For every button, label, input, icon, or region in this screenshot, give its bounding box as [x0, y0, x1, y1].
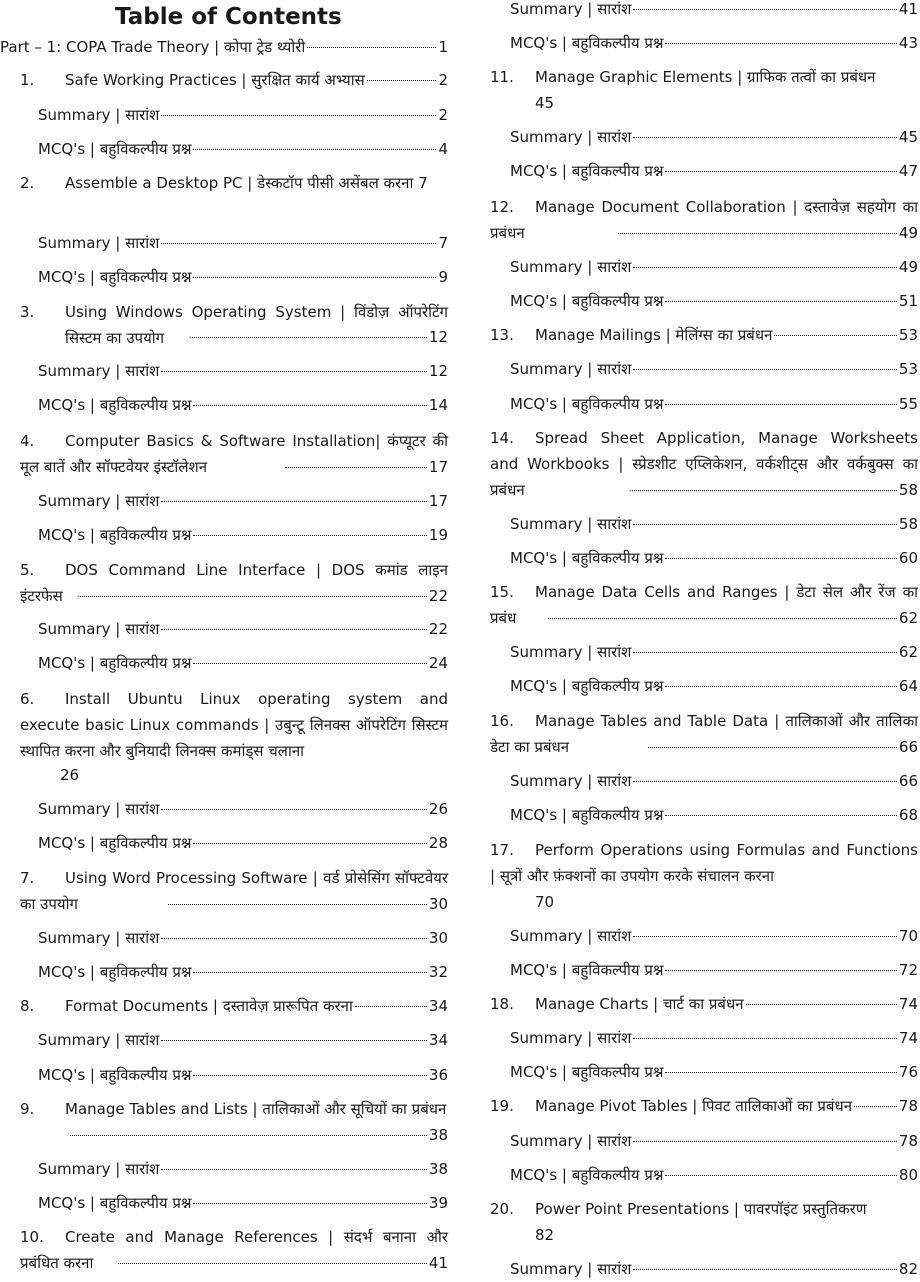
leader-dots: [665, 970, 896, 971]
summary-label: Summary | सारांश: [510, 1132, 632, 1150]
page-number: 38: [428, 1160, 448, 1178]
toc-summary-entry[interactable]: [38, 796, 448, 822]
page-number: 49: [898, 224, 918, 242]
summary-label: Summary | सारांश: [38, 492, 160, 510]
toc-chapter-continuation: [490, 605, 918, 631]
toc-chapter-continuation: [490, 220, 918, 246]
chapter-number: 13.: [490, 326, 514, 344]
page-number: 82: [535, 1226, 555, 1244]
summary-label: Summary | सारांश: [38, 1160, 160, 1178]
leader-dots: [161, 243, 436, 244]
leader-dots: [70, 1135, 427, 1136]
toc-chapter-entry[interactable]: [20, 1096, 448, 1122]
summary-label: Summary | सारांश: [510, 927, 632, 945]
chapter-title: Using Windows Operating System | विंडोज़ ऑपरेटिंग सिस्टम का उपयोग: [65, 303, 448, 347]
chapter-number: 15.: [490, 583, 514, 601]
chapter-number: 1.: [20, 71, 35, 89]
chapter-number: 5.: [20, 561, 35, 579]
leader-dots: [665, 815, 896, 816]
mcq-label: MCQ's | बहुविकल्पीय प्रश्न: [510, 292, 664, 310]
leader-dots: [367, 80, 437, 81]
toc-chapter-entry[interactable]: [490, 837, 918, 889]
toc-chapter-entry[interactable]: [20, 170, 448, 196]
toc-mcq-entry[interactable]: [38, 959, 448, 985]
leader-dots: [746, 1004, 897, 1005]
toc-chapter-continuation: [20, 454, 448, 480]
page-number: 64: [898, 677, 918, 695]
mcq-label: MCQ's | बहुविकल्पीय प्रश्न: [510, 1063, 664, 1081]
page-number: 9: [438, 268, 448, 286]
page-number: 19: [428, 526, 448, 544]
leader-dots: [633, 1038, 897, 1039]
page-number: 14: [428, 396, 448, 414]
chapter-title: Manage Data Cells and Ranges | डेटा सेल और रेंज का प्रबंध: [490, 583, 918, 627]
leader-dots: [193, 1075, 426, 1076]
page-number: 62: [898, 643, 918, 661]
leader-dots: [633, 1141, 897, 1142]
leader-dots: [193, 535, 426, 536]
mcq-label: MCQ's | बहुविकल्पीय प्रश्न: [510, 1166, 664, 1184]
leader-dots: [193, 405, 426, 406]
chapter-number: 16.: [490, 712, 514, 730]
toc-chapter-continuation: [20, 583, 448, 609]
toc-summary-entry[interactable]: [510, 1025, 918, 1051]
page-number: 51: [898, 292, 918, 310]
leader-dots: [630, 490, 897, 491]
toc-mcq-entry[interactable]: [510, 391, 918, 417]
page-number: 62: [898, 609, 918, 627]
leader-dots: [78, 596, 427, 597]
leader-dots: [665, 1175, 896, 1176]
chapter-title: Using Word Processing Software | वर्ड प्रोसेसिंग सॉफ्टवेयर का उपयोग: [20, 869, 448, 913]
toc-summary-entry[interactable]: [510, 1128, 918, 1154]
leader-dots: [665, 686, 896, 687]
chapter-title: Computer Basics & Software Installation| कंप्यूटर की मूल बातें और सॉफ्टवेयर इंस्टॉलेशन: [20, 432, 448, 476]
chapter-number: 10.: [20, 1228, 44, 1246]
page-number: 41: [898, 0, 918, 18]
summary-label: Summary | सारांश: [510, 515, 632, 533]
toc-chapter-continuation: [20, 324, 448, 350]
summary-label: Summary | सारांश: [38, 106, 160, 124]
leader-dots: [161, 1040, 427, 1041]
page-number: 28: [428, 834, 448, 852]
leader-dots: [193, 663, 426, 664]
leader-dots: [548, 618, 897, 619]
toc-summary-entry[interactable]: [510, 511, 918, 537]
leader-dots: [665, 301, 896, 302]
toc-mcq-entry[interactable]: [510, 957, 918, 983]
chapter-title: Manage Tables and Lists | तालिकाओं और सूचियों का प्रबंधन: [65, 1100, 447, 1118]
chapter-title: Manage Graphic Elements | ग्राफिक तत्वों का प्रबंधन: [535, 68, 876, 86]
chapter-number: 2.: [20, 174, 35, 192]
leader-dots: [355, 1006, 427, 1007]
toc-chapter-continuation: [20, 1122, 448, 1148]
mcq-label: MCQ's | बहुविकल्पीय प्रश्न: [38, 396, 192, 414]
page-number: 2: [438, 71, 448, 89]
leader-dots: [161, 1169, 427, 1170]
chapter-title: Manage Pivot Tables | पिवट तालिकाओं का प्रबंधन: [535, 1097, 853, 1115]
leader-dots: [665, 171, 896, 172]
page-number: 78: [898, 1097, 918, 1115]
page-number: 12: [428, 362, 448, 380]
page-number: 22: [428, 620, 448, 638]
page-number: 70: [535, 893, 555, 911]
page-number: 80: [898, 1166, 918, 1184]
chapter-number: 7.: [20, 869, 35, 887]
page-number: 26: [60, 766, 80, 784]
toc-summary-entry[interactable]: [38, 358, 448, 384]
leader-dots: [193, 277, 436, 278]
page-number: 45: [898, 128, 918, 146]
page-number: 45: [535, 94, 555, 112]
leader-dots: [161, 371, 427, 372]
mcq-label: MCQ's | बहुविकल्पीय प्रश्न: [38, 654, 192, 672]
toc-mcq-entry[interactable]: [510, 1059, 918, 1085]
toc-mcq-entry[interactable]: [38, 522, 448, 548]
chapter-number: 14.: [490, 429, 514, 447]
leader-dots: [193, 843, 426, 844]
page-number: 4: [438, 140, 448, 158]
mcq-label: MCQ's | बहुविकल्पीय प्रश्न: [38, 140, 192, 158]
toc-mcq-entry[interactable]: [38, 830, 448, 856]
toc-part-entry[interactable]: [0, 34, 448, 60]
page-number: 7: [418, 174, 428, 192]
chapter-title: Manage Tables and Table Data | तालिकाओं और तालिका डेटा का प्रबंधन: [490, 712, 918, 756]
leader-dots: [665, 1072, 896, 1073]
toc-chapter-continuation: [60, 762, 448, 788]
toc-mcq-entry[interactable]: [38, 136, 448, 162]
mcq-label: MCQ's | बहुविकल्पीय प्रश्न: [38, 963, 192, 981]
toc-chapter-continuation: [535, 889, 918, 915]
page-number: 36: [428, 1066, 448, 1084]
summary-label: Summary | सारांश: [38, 362, 160, 380]
leader-dots: [633, 936, 897, 937]
mcq-label: MCQ's | बहुविकल्पीय प्रश्न: [510, 806, 664, 824]
leader-dots: [618, 233, 897, 234]
leader-dots: [633, 267, 897, 268]
toc-chapter-continuation: [20, 891, 448, 917]
toc-mcq-entry[interactable]: [510, 802, 918, 828]
chapter-number: 8.: [20, 997, 35, 1015]
leader-dots: [633, 781, 897, 782]
chapter-number: 4.: [20, 432, 35, 450]
page-number: 7: [438, 234, 448, 252]
toc-chapter-entry[interactable]: [490, 322, 918, 348]
page-number: 70: [898, 927, 918, 945]
page-number: 39: [428, 1194, 448, 1212]
toc-mcq-entry[interactable]: [510, 288, 918, 314]
leader-dots: [648, 747, 897, 748]
summary-label: Summary | सारांश: [510, 128, 632, 146]
toc-summary-entry[interactable]: [510, 639, 918, 665]
page-number: 58: [898, 515, 918, 533]
chapter-title: Power Point Presentations | पावरपॉइंट प्रस्तुतिकरण: [535, 1200, 867, 1218]
page-number: 47: [898, 162, 918, 180]
mcq-label: MCQ's | बहुविकल्पीय प्रश्न: [510, 961, 664, 979]
mcq-label: MCQ's | बहुविकल्पीय प्रश्न: [38, 526, 192, 544]
mcq-label: MCQ's | बहुविकल्पीय प्रश्न: [510, 162, 664, 180]
page-number: 2: [438, 106, 448, 124]
page-number: 30: [428, 929, 448, 947]
chapter-number: 17.: [490, 841, 514, 859]
leader-dots: [774, 335, 897, 336]
page-number: 32: [428, 963, 448, 981]
leader-dots: [633, 369, 897, 370]
page-number: 34: [428, 1031, 448, 1049]
chapter-number: 12.: [490, 198, 514, 216]
toc-summary-entry[interactable]: [38, 1027, 448, 1053]
page-number: 68: [898, 806, 918, 824]
toc-summary-entry[interactable]: [38, 1156, 448, 1182]
toc-chapter-entry[interactable]: [20, 67, 448, 93]
toc-chapter-entry[interactable]: [490, 1196, 918, 1222]
summary-label: Summary | सारांश: [510, 643, 632, 661]
summary-label: Summary | सारांश: [510, 360, 632, 378]
page-number: 74: [898, 1029, 918, 1047]
summary-label: Summary | सारांश: [510, 772, 632, 790]
mcq-label: MCQ's | बहुविकल्पीय प्रश्न: [38, 1066, 192, 1084]
summary-label: Summary | सारांश: [510, 0, 632, 18]
leader-dots: [161, 809, 427, 810]
toc-mcq-entry[interactable]: [38, 1190, 448, 1216]
page-number: 30: [428, 895, 448, 913]
page-number: 49: [898, 258, 918, 276]
page-number: 22: [428, 587, 448, 605]
toc-chapter-continuation: [535, 1222, 918, 1248]
leader-dots: [168, 904, 427, 905]
leader-dots: [161, 501, 427, 502]
leader-dots: [633, 9, 897, 10]
chapter-title: Manage Charts | चार्ट का प्रबंधन: [535, 995, 744, 1013]
toc-summary-entry[interactable]: [510, 124, 918, 150]
toc-chapter-continuation: [20, 1250, 448, 1276]
leader-dots: [307, 47, 436, 48]
page-number: 60: [898, 549, 918, 567]
toc-chapter-entry[interactable]: [490, 991, 918, 1017]
toc-mcq-entry[interactable]: [38, 264, 448, 290]
toc-summary-entry[interactable]: [38, 616, 448, 642]
chapter-title: Format Documents | दस्तावेज़ प्रारूपित करना: [65, 997, 353, 1015]
leader-dots: [665, 558, 896, 559]
chapter-title: DOS Command Line Interface | DOS कमांड लाइन इंटरफेस: [20, 561, 448, 605]
summary-label: Summary | सारांश: [38, 800, 160, 818]
page-number: 55: [898, 395, 918, 413]
leader-dots: [161, 629, 427, 630]
chapter-title: Install Ubuntu Linux operating system and execute basic Linux commands | उबुन्टू लिनक्स ऑपरेटिंग सिस्टम स्थापित करना और बुनियादी लिनक्स कमांड्स चलाना: [20, 690, 448, 760]
chapter-title: Manage Mailings | मेलिंग्स का प्रबंधन: [535, 326, 773, 344]
leader-dots: [161, 938, 427, 939]
leader-dots: [633, 137, 897, 138]
toc-summary-entry[interactable]: [510, 923, 918, 949]
summary-label: Summary | सारांश: [38, 234, 160, 252]
toc-summary-entry[interactable]: [510, 254, 918, 280]
page-number: 43: [898, 34, 918, 52]
page-number: 66: [898, 738, 918, 756]
page-number: 74: [898, 995, 918, 1013]
toc-chapter-continuation: [535, 90, 918, 116]
toc-summary-entry[interactable]: [38, 102, 448, 128]
leader-dots: [190, 337, 427, 338]
mcq-label: MCQ's | बहुविकल्पीय प्रश्न: [510, 549, 664, 567]
toc-summary-entry[interactable]: [38, 230, 448, 256]
summary-label: Summary | सारांश: [38, 1031, 160, 1049]
toc-mcq-entry[interactable]: [510, 158, 918, 184]
summary-label: Summary | सारांश: [510, 258, 632, 276]
toc-summary-entry[interactable]: [510, 768, 918, 794]
toc-chapter-entry[interactable]: [490, 1093, 918, 1119]
leader-dots: [193, 149, 436, 150]
summary-label: Summary | सारांश: [510, 1029, 632, 1047]
summary-label: Summary | सारांश: [38, 929, 160, 947]
chapter-title: Perform Operations using Formulas and Functions | सूत्रों और फ़ंक्शनों का उपयोग करके संचालन करना: [490, 841, 918, 885]
toc-summary-entry[interactable]: [38, 488, 448, 514]
toc-summary-entry[interactable]: [38, 925, 448, 951]
chapter-number: 9.: [20, 1100, 35, 1118]
toc-chapter-entry[interactable]: [20, 993, 448, 1019]
leader-dots: [118, 1263, 427, 1264]
toc-chapter-continuation: [490, 477, 918, 503]
toc-summary-entry[interactable]: [510, 0, 918, 22]
chapter-title: Spread Sheet Application, Manage Worksheets and Workbooks | स्प्रेडशीट एप्लिकेशन, वर्कशीट्स और वर्कबुक्स का प्रबंधन: [490, 429, 918, 499]
chapter-title: Safe Working Practices | सुरक्षित कार्य अभ्यास: [65, 71, 365, 89]
leader-dots: [665, 404, 896, 405]
leader-dots: [633, 524, 897, 525]
leader-dots: [193, 1203, 426, 1204]
leader-dots: [161, 115, 436, 116]
chapter-number: 11.: [490, 68, 514, 86]
page-number: 76: [898, 1063, 918, 1081]
summary-label: Summary | सारांश: [510, 1260, 632, 1278]
leader-dots: [633, 652, 897, 653]
page-number: 66: [898, 772, 918, 790]
toc-mcq-entry[interactable]: [38, 392, 448, 418]
chapter-number: 18.: [490, 995, 514, 1013]
mcq-label: MCQ's | बहुविकल्पीय प्रश्न: [38, 834, 192, 852]
chapter-number: 19.: [490, 1097, 514, 1115]
mcq-label: MCQ's | बहुविकल्पीय प्रश्न: [510, 34, 664, 52]
chapter-number: 20.: [490, 1200, 514, 1218]
toc-chapter-entry[interactable]: [20, 686, 448, 764]
mcq-label: MCQ's | बहुविकल्पीय प्रश्न: [38, 268, 192, 286]
toc-summary-entry[interactable]: [510, 1256, 918, 1282]
page-number: 82: [898, 1260, 918, 1278]
page-number: 78: [898, 1132, 918, 1150]
page-number: 34: [428, 997, 448, 1015]
chapter-title: Assemble a Desktop PC | डेस्कटॉप पीसी असेंबल करना: [65, 174, 414, 192]
leader-dots: [633, 1269, 897, 1270]
chapter-number: 6.: [20, 690, 35, 708]
part-label: Part – 1: COPA Trade Theory | कोपा ट्रेड थ्योरी: [0, 38, 306, 56]
chapter-number: 3.: [20, 303, 35, 321]
page-number: 17: [428, 458, 448, 476]
leader-dots: [854, 1106, 897, 1107]
page-number: 72: [898, 961, 918, 979]
toc-chapter-entry[interactable]: [490, 64, 918, 90]
chapter-title: Create and Manage References | संदर्भ बनाना और प्रबंधित करना: [20, 1228, 448, 1272]
mcq-label: MCQ's | बहुविकल्पीय प्रश्न: [510, 395, 664, 413]
page-title: Table of Contents: [115, 4, 342, 30]
toc-mcq-entry[interactable]: [510, 30, 918, 56]
page-number: 53: [898, 326, 918, 344]
toc-mcq-entry[interactable]: [38, 1062, 448, 1088]
page-number: 12: [428, 328, 448, 346]
page-number: 26: [428, 800, 448, 818]
summary-label: Summary | सारांश: [38, 620, 160, 638]
leader-dots: [285, 467, 427, 468]
page-number: 1: [438, 38, 448, 56]
page-number: 58: [898, 481, 918, 499]
page-number: 41: [428, 1254, 448, 1272]
mcq-label: MCQ's | बहुविकल्पीय प्रश्न: [510, 677, 664, 695]
toc-mcq-entry[interactable]: [510, 545, 918, 571]
page-number: 17: [428, 492, 448, 510]
toc-mcq-entry[interactable]: [510, 1162, 918, 1188]
toc-summary-entry[interactable]: [510, 356, 918, 382]
toc-mcq-entry[interactable]: [510, 673, 918, 699]
toc-mcq-entry[interactable]: [38, 650, 448, 676]
page-number: 24: [428, 654, 448, 672]
leader-dots: [665, 43, 896, 44]
mcq-label: MCQ's | बहुविकल्पीय प्रश्न: [38, 1194, 192, 1212]
page-number: 38: [428, 1126, 448, 1144]
chapter-title: Manage Document Collaboration | दस्तावेज़ सहयोग का प्रबंधन: [490, 198, 918, 242]
toc-chapter-continuation: [490, 734, 918, 760]
leader-dots: [193, 972, 426, 973]
page-number: 53: [898, 360, 918, 378]
